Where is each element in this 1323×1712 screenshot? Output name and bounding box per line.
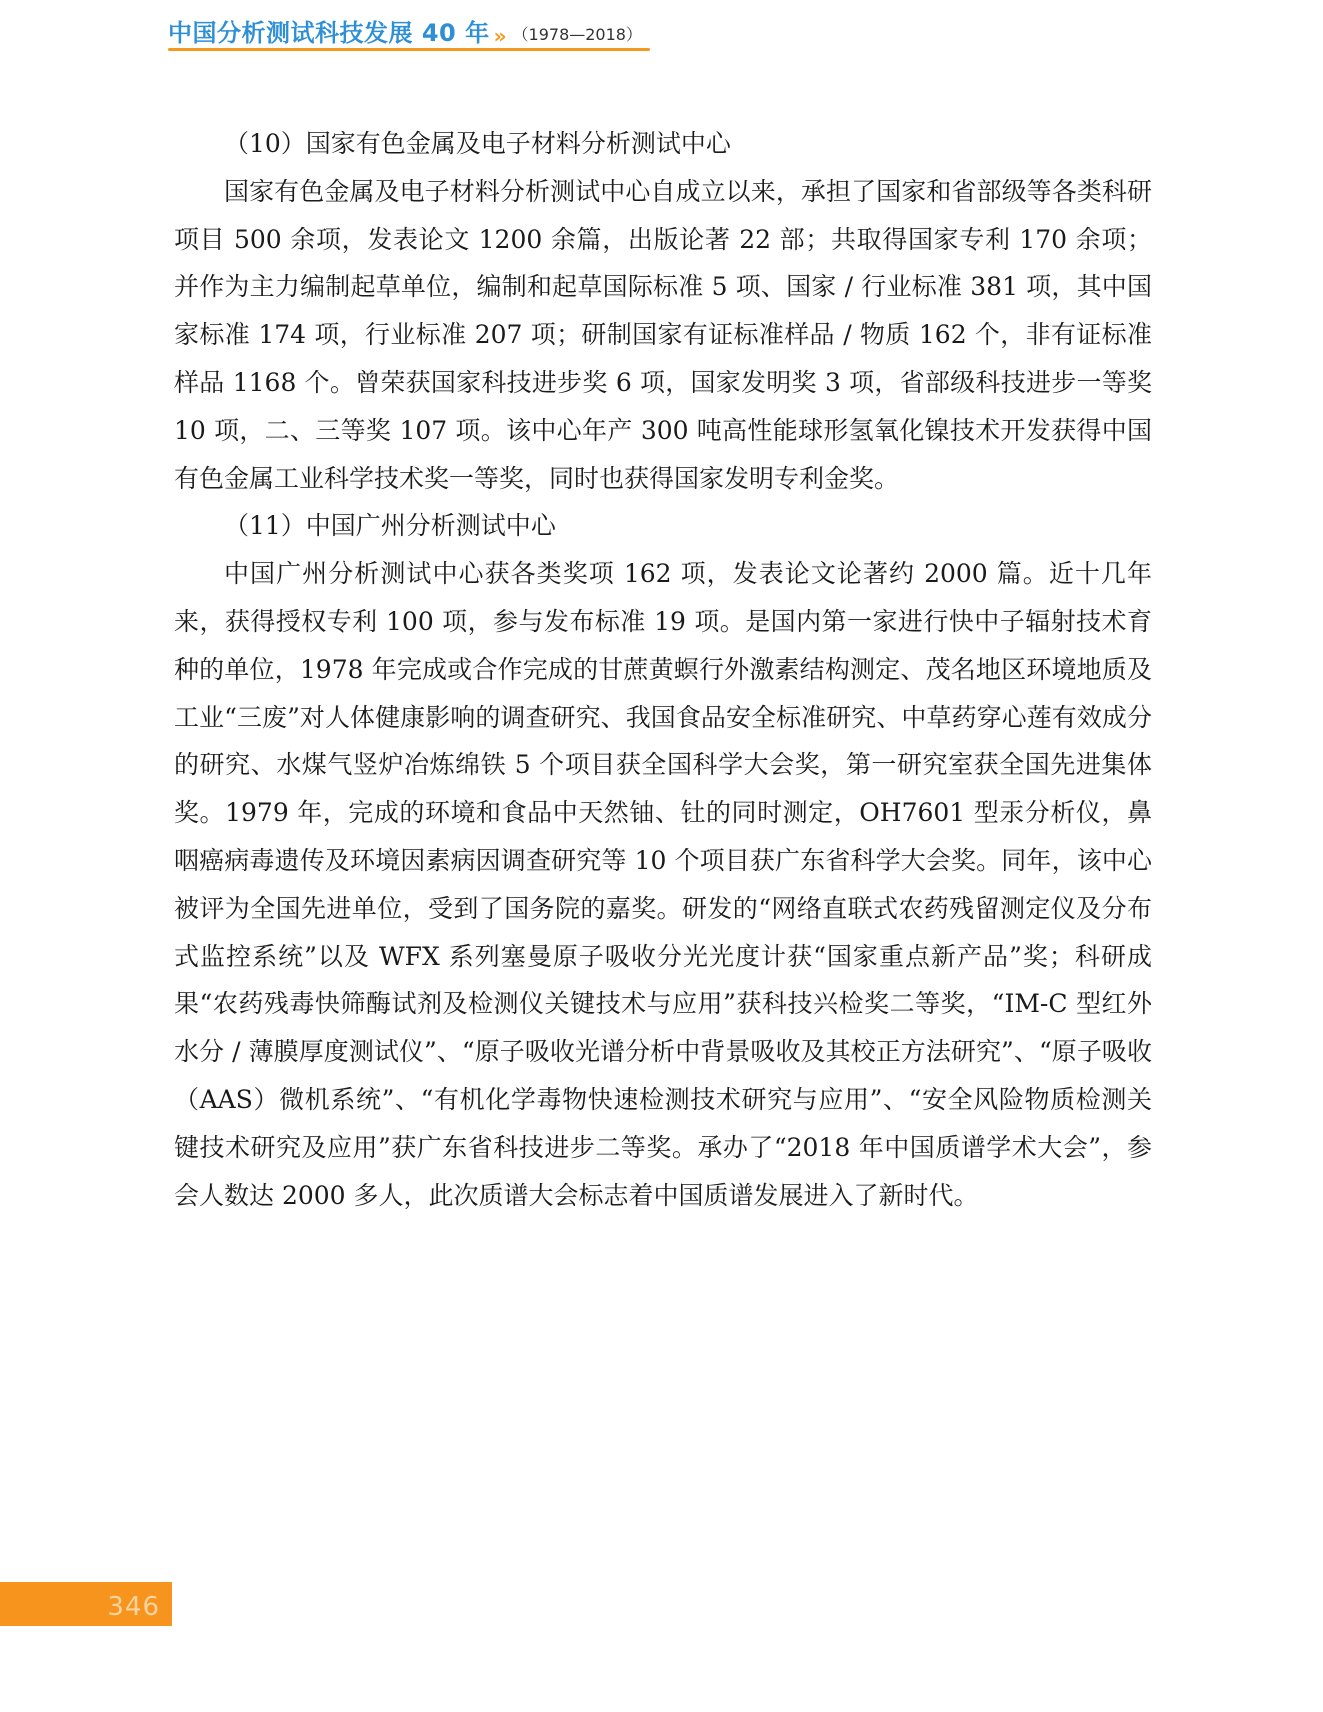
page-number-tab bbox=[0, 1582, 172, 1626]
section-paragraph-11: 中国广州分析测试中心获各类奖项 162 项，发表论文论著约 2000 篇。近十几年来，获得授权专利 100 项，参与发布标准 19 项。是国内第一家进行快中子辐射技术育种的单位，1978 年完成或合作完成的甘蔗黄螟行外激素结构测定、茂名地区环境地质及工业“三废”对人体健康影响的调查研究、我国食品安全标准研究、中草药穿心莲有效成分的研究、水煤气竖炉冶炼绵铁 5 个项目获全国科学大会奖，第一研究室获全国先进集体奖。1979 年，完成的环境和食品中天然铀、钍的同时测定，OH7601 型汞分析仪，鼻咽癌病毒遗传及环境因素病因调查研究等 10 个项目获广东省科学大会奖。同年，该中心被评为全国先进单位，受到了国务院的嘉奖。研发的“网络直联式农药残留测定仪及分布式监控系统”以及 WFX 系列塞曼原子吸收分光光度计获“国家重点新产品”奖；科研成果“农药残毒快筛酶试剂及检测仪关键技术与应用”获科技兴检奖二等奖，“IM-C 型红外水分 / 薄膜厚度测试仪”、“原子吸收光谱分析中背景吸收及其校正方法研究”、“原子吸收（AAS）微机系统”、“有机化学毒物快速检测技术研究与应用”、“安全风险物质检测关键技术研究及应用”获广东省科技进步二等奖。承办了“2018 年中国质谱学术大会”，参会人数达 2000 多人，此次质谱大会标志着中国质谱发展进入了新时代。 bbox=[174, 559, 1152, 1210]
page-body bbox=[174, 120, 1152, 1219]
section-paragraph-10: 国家有色金属及电子材料分析测试中心自成立以来，承担了国家和省部级等各类科研项目 500 余项，发表论文 1200 余篇，出版论著 22 部；共取得国家专利 170 余项；并作为主力编制起草单位，编制和起草国际标准 5 项、国家 / 行业标准 381 项，其中国家标准 174 项，行业标准 207 项；研制国家有证标准样品 / 物质 162 个，非有证标准样品 1168 个。曾荣获国家科技进步奖 6 项，国家发明奖 3 项，省部级科技进步一等奖 10 项，二、三等奖 107 项。该中心年产 300 吨高性能球形氢氧化镍技术开发获得中国有色金属工业科学技术奖一等奖，同时也获得国家发明专利金奖。 bbox=[174, 176, 1152, 493]
header-divider bbox=[168, 48, 650, 51]
page-number: 346 bbox=[107, 1592, 160, 1622]
double-chevron-icon: » bbox=[493, 24, 507, 48]
running-header bbox=[168, 8, 642, 48]
section-heading-11: （11）中国广州分析测试中心 bbox=[224, 511, 556, 541]
book-title: 中国分析测试科技发展 40 年 bbox=[168, 19, 490, 47]
year-range: （1978—2018） bbox=[512, 25, 642, 44]
section-heading-10: （10）国家有色金属及电子材料分析测试中心 bbox=[224, 129, 731, 158]
